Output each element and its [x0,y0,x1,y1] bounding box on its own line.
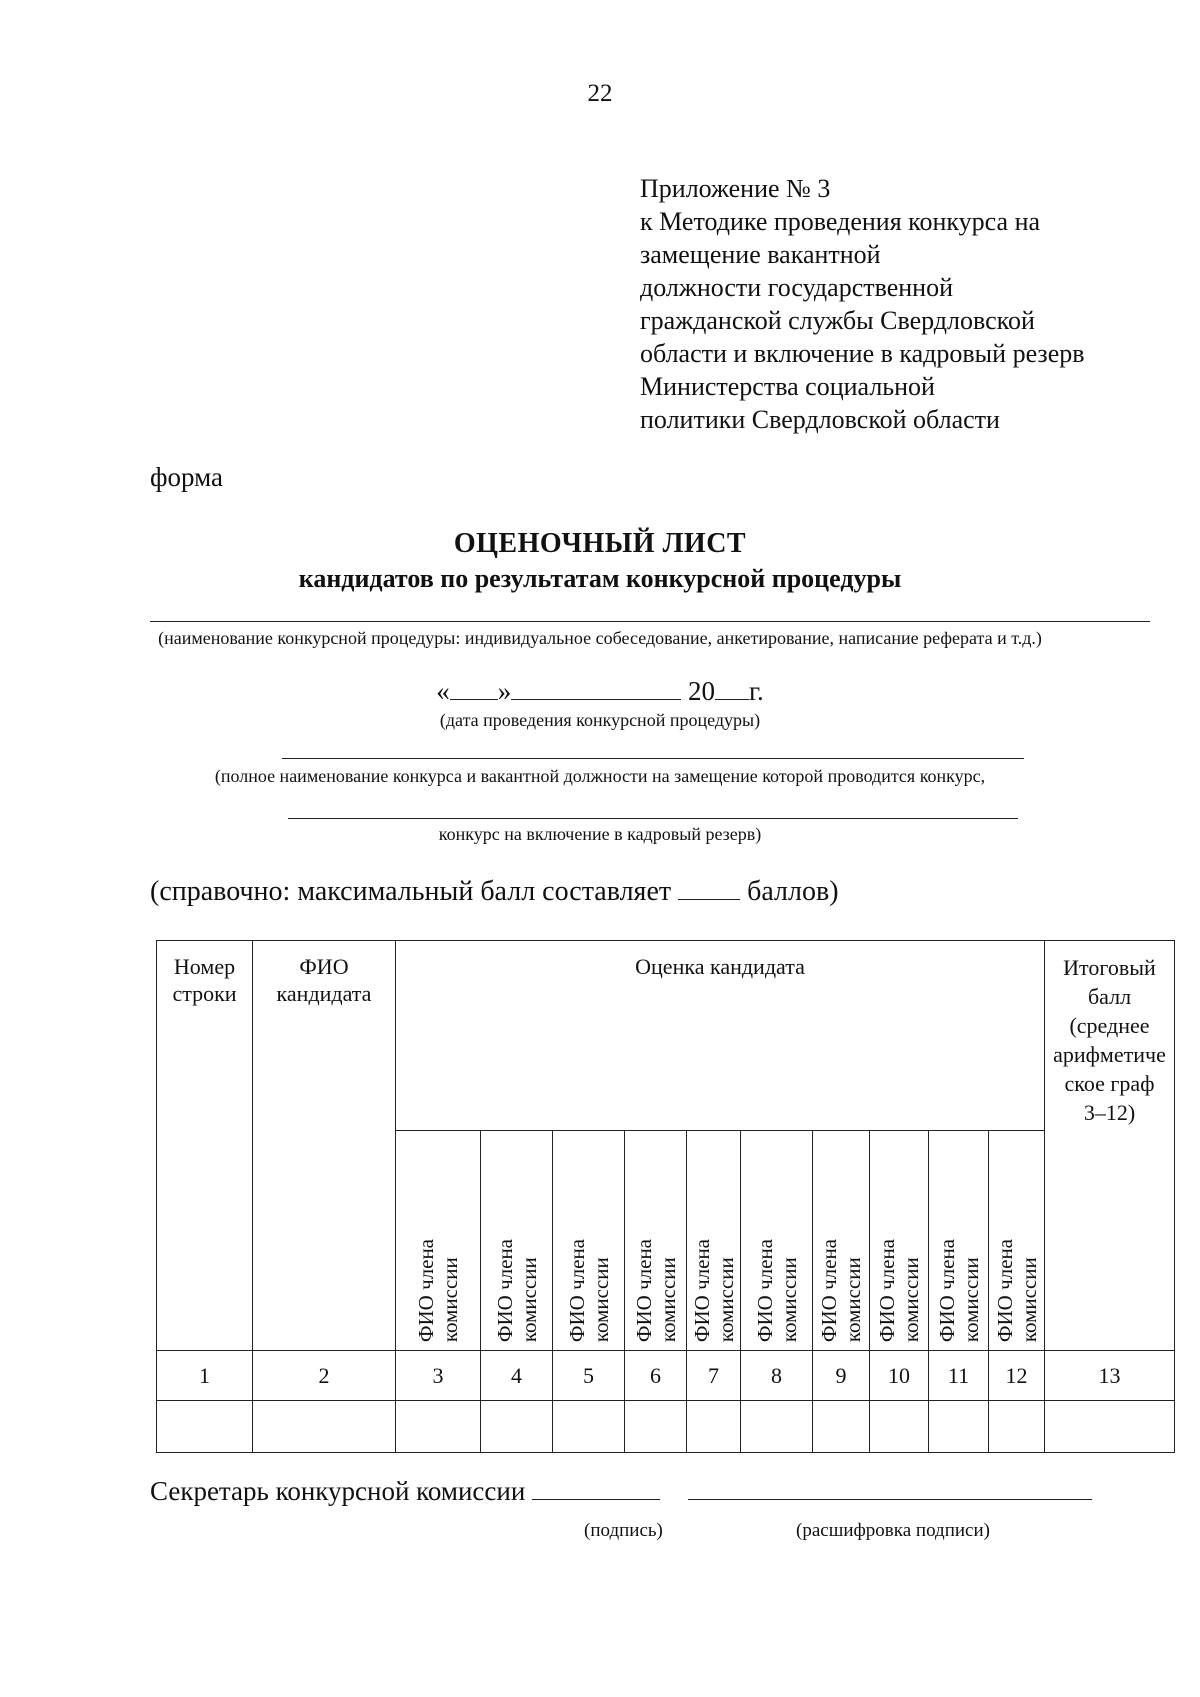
page-number: 22 [587,80,613,107]
column-number: 3 [396,1351,481,1401]
appendix-line: области и включение в кадровый резерв [640,339,1085,368]
header-member-9: ФИО члена комиссии [929,1131,989,1351]
data-cell[interactable] [157,1401,253,1453]
data-cell[interactable] [989,1401,1045,1453]
year-field[interactable] [715,677,749,700]
appendix-block [640,172,1180,436]
column-number: 6 [625,1351,687,1401]
signature-caption: (подпись) [584,1520,663,1541]
secretary-row [150,1476,1092,1507]
max-score-note [150,876,839,908]
header-member-3: ФИО члена комиссии [553,1131,625,1351]
max-score-prefix: (справочно: максимальный балл составляет [150,876,672,907]
data-cell[interactable] [687,1401,741,1453]
data-cell[interactable] [253,1401,396,1453]
appendix-line: Приложение № 3 [640,174,831,203]
header-evaluation: Оценка кандидата [396,941,1045,1131]
procedure-name-line[interactable] [150,621,1150,622]
appendix-line: к Методике проведения конкурса на [640,207,1041,236]
data-cell[interactable] [1045,1401,1175,1453]
data-cell[interactable] [625,1401,687,1453]
signature-transcript-field[interactable] [688,1477,1092,1500]
quote-close: » [497,676,512,706]
column-number: 2 [253,1351,396,1401]
signature-field[interactable] [532,1477,660,1500]
contest-name-line-1[interactable] [282,758,1024,759]
header-total-score: Итоговый балл (среднее арифметиче ское граф 3–12) [1045,941,1175,1351]
procedure-caption: (наименование конкурсной процедуры: индивидуальное собеседование, анкетирование, написание реферата и т.д.) [158,628,1042,648]
header-member-10: ФИО члена комиссии [989,1131,1045,1351]
appendix-line: политики Свердловской области [640,405,1000,434]
column-number: 12 [989,1351,1045,1401]
form-label: форма [150,462,223,492]
appendix-line: замещение вакантной [640,240,881,269]
month-field[interactable] [511,677,681,700]
header-member-5: ФИО члена комиссии [687,1131,741,1351]
column-numbers-row [157,1351,1175,1401]
appendix-line: должности государственной [640,273,954,302]
day-field[interactable] [450,677,498,700]
column-number: 4 [481,1351,553,1401]
header-candidate: ФИО кандидата [253,941,396,1351]
column-number: 10 [870,1351,929,1401]
data-cell[interactable] [481,1401,553,1453]
header-member-2: ФИО члена комиссии [481,1131,553,1351]
column-number: 7 [687,1351,741,1401]
data-cell[interactable] [396,1401,481,1453]
appendix-line: Министерства социальной [640,372,935,401]
header-member-1: ФИО члена комиссии [396,1131,481,1351]
data-cell[interactable] [553,1401,625,1453]
evaluation-table [156,940,1175,1453]
column-number: 13 [1045,1351,1175,1401]
date-caption: (дата проведения конкурсной процедуры) [439,710,761,730]
header-member-6: ФИО члена комиссии [741,1131,813,1351]
data-cell[interactable] [870,1401,929,1453]
column-number: 8 [741,1351,813,1401]
max-score-suffix: баллов) [747,876,839,907]
contest-name-line-2[interactable] [288,818,1018,819]
data-cell[interactable] [741,1401,813,1453]
header-row-number: Номер строки [157,941,253,1351]
header-member-7: ФИО члена комиссии [813,1131,870,1351]
document-title: ОЦЕНОЧНЫЙ ЛИСТ [453,528,747,559]
header-member-4: ФИО члена комиссии [625,1131,687,1351]
document-subtitle: кандидатов по результатам конкурсной процедуры [298,564,902,593]
max-score-field[interactable] [678,877,740,900]
data-cell[interactable] [929,1401,989,1453]
column-number: 9 [813,1351,870,1401]
quote-open: « [436,676,450,706]
data-cell[interactable] [813,1401,870,1453]
appendix-line: гражданской службы Свердловской [640,306,1035,335]
contest-caption-1: (полное наименование конкурса и вакантной должности на замещение которой проводится конкурс, [214,766,986,786]
date-row [0,676,1200,707]
year-suffix: г. [748,676,764,706]
transcript-caption: (расшифровка подписи) [796,1520,990,1541]
header-member-8: ФИО члена комиссии [870,1131,929,1351]
contest-caption-2: конкурс на включение в кадровый резерв) [438,824,762,844]
column-number: 5 [553,1351,625,1401]
column-number: 1 [157,1351,253,1401]
year-prefix: 20 [687,676,715,706]
column-number: 11 [929,1351,989,1401]
empty-data-row[interactable] [157,1401,1175,1453]
secretary-label: Секретарь конкурсной комиссии [150,1476,526,1506]
